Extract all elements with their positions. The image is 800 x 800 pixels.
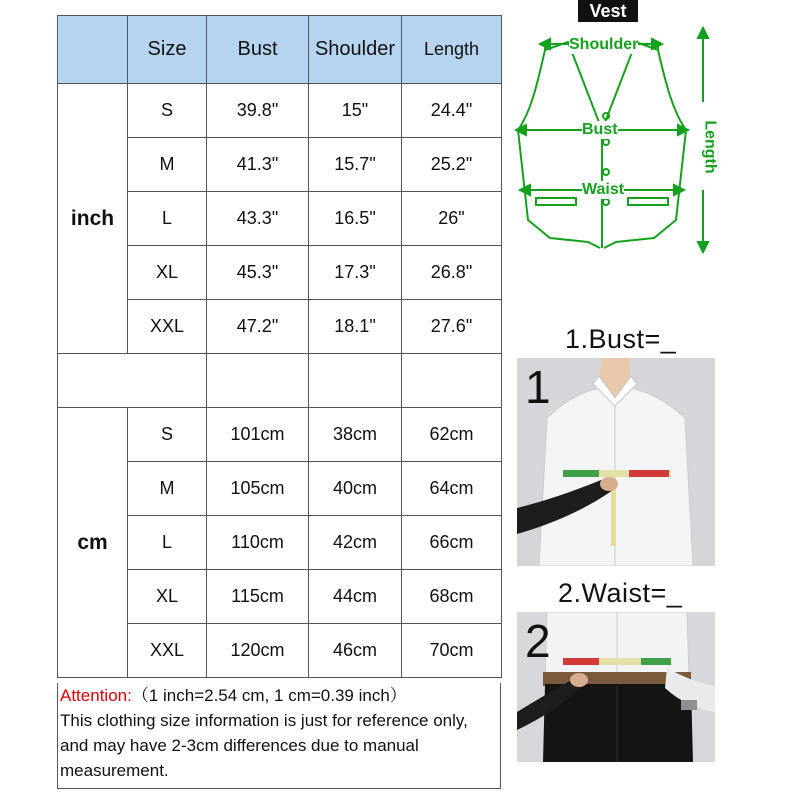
cell-shoulder: 18.1" bbox=[309, 300, 402, 354]
size-chart-table bbox=[57, 15, 502, 678]
cell-size: XXL bbox=[128, 300, 207, 354]
waist-measurement-photo bbox=[517, 612, 715, 762]
cell-size: S bbox=[128, 84, 207, 138]
cell-shoulder: 15" bbox=[309, 84, 402, 138]
cell-size: XL bbox=[128, 246, 207, 300]
bust-step-number: 1 bbox=[525, 361, 551, 413]
table-row bbox=[58, 408, 502, 462]
cell-bust: 101cm bbox=[207, 408, 309, 462]
cell-bust: 115cm bbox=[207, 570, 309, 624]
waist-step-number: 2 bbox=[525, 615, 551, 667]
table-spacer-row bbox=[58, 354, 502, 408]
cell-bust: 47.2" bbox=[207, 300, 309, 354]
cell-size: L bbox=[128, 192, 207, 246]
cell-shoulder: 38cm bbox=[309, 408, 402, 462]
vest-diagram bbox=[510, 20, 720, 260]
cell-length: 26" bbox=[402, 192, 502, 246]
cell-bust: 110cm bbox=[207, 516, 309, 570]
unit-label-inch: inch bbox=[58, 84, 128, 354]
waist-step-title: 2.Waist=_ bbox=[558, 578, 683, 608]
cell-bust: 120cm bbox=[207, 624, 309, 678]
cell-length: 25.2" bbox=[402, 138, 502, 192]
cell-size: M bbox=[128, 138, 207, 192]
header-corner bbox=[58, 16, 128, 84]
table-header-row bbox=[58, 16, 502, 84]
cell-length: 64cm bbox=[402, 462, 502, 516]
spacer-cell bbox=[207, 354, 309, 408]
cell-shoulder: 42cm bbox=[309, 516, 402, 570]
attention-line bbox=[60, 683, 500, 708]
cell-length: 24.4" bbox=[402, 84, 502, 138]
cell-shoulder: 17.3" bbox=[309, 246, 402, 300]
cell-shoulder: 44cm bbox=[309, 570, 402, 624]
note-body: This clothing size information is just for reference only, and may have 2-3cm differences due to manual measurement. bbox=[60, 711, 468, 780]
cell-length: 27.6" bbox=[402, 300, 502, 354]
spacer-cell bbox=[309, 354, 402, 408]
waist-label: Waist bbox=[582, 181, 625, 198]
cell-bust: 105cm bbox=[207, 462, 309, 516]
cell-bust: 39.8" bbox=[207, 84, 309, 138]
cell-shoulder: 16.5" bbox=[309, 192, 402, 246]
cell-length: 66cm bbox=[402, 516, 502, 570]
cell-size: XL bbox=[128, 570, 207, 624]
bust-label: Bust bbox=[582, 121, 618, 138]
header-size: Size bbox=[128, 16, 207, 84]
length-label: Length bbox=[701, 120, 719, 174]
cell-length: 68cm bbox=[402, 570, 502, 624]
conversion-text: （1 inch=2.54 cm, 1 cm=0.39 inch） bbox=[131, 686, 407, 705]
cell-size: S bbox=[128, 408, 207, 462]
bust-measurement-photo bbox=[517, 358, 715, 566]
table-row bbox=[58, 84, 502, 138]
vest-title: Vest bbox=[578, 0, 638, 22]
cell-length: 70cm bbox=[402, 624, 502, 678]
cell-length: 26.8" bbox=[402, 246, 502, 300]
bust-step-title: 1.Bust=_ bbox=[565, 324, 677, 354]
unit-label-cm: cm bbox=[58, 408, 128, 678]
attention-note bbox=[57, 683, 501, 789]
cell-bust: 43.3" bbox=[207, 192, 309, 246]
header-shoulder: Shoulder bbox=[309, 16, 402, 84]
spacer-cell bbox=[58, 354, 207, 408]
cell-shoulder: 46cm bbox=[309, 624, 402, 678]
header-length: Length bbox=[402, 16, 502, 84]
cell-bust: 45.3" bbox=[207, 246, 309, 300]
cell-shoulder: 15.7" bbox=[309, 138, 402, 192]
header-bust: Bust bbox=[207, 16, 309, 84]
cell-size: XXL bbox=[128, 624, 207, 678]
cell-size: L bbox=[128, 516, 207, 570]
spacer-cell bbox=[402, 354, 502, 408]
cell-length: 62cm bbox=[402, 408, 502, 462]
cell-bust: 41.3" bbox=[207, 138, 309, 192]
shoulder-label: Shoulder bbox=[569, 36, 639, 53]
cell-shoulder: 40cm bbox=[309, 462, 402, 516]
cell-size: M bbox=[128, 462, 207, 516]
attention-label: Attention: bbox=[60, 686, 132, 705]
